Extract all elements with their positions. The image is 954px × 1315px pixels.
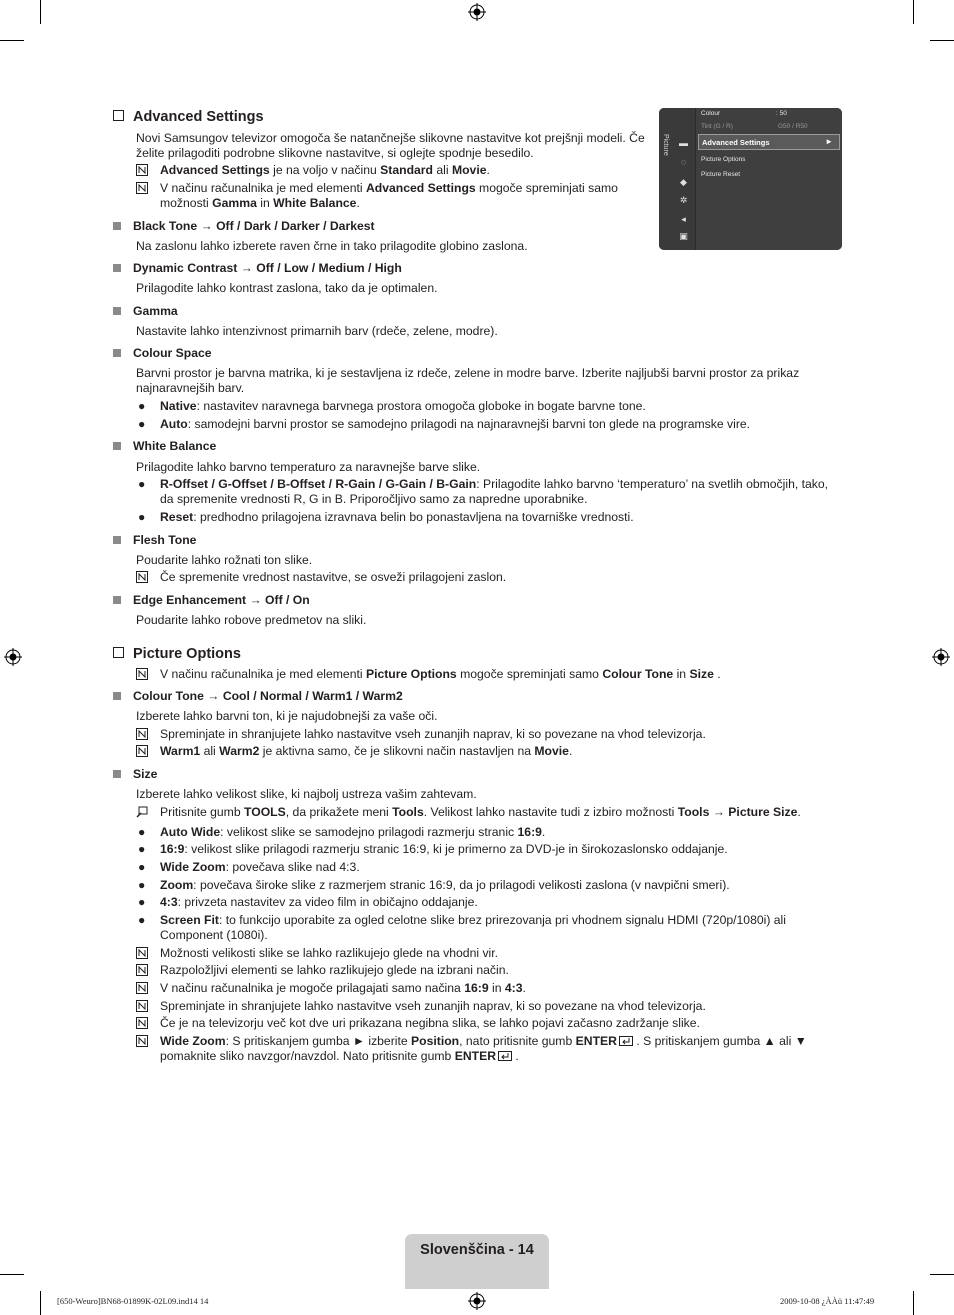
- item-dynamic-contrast-title: Dynamic Contrast → Off / Low / Medium / High: [113, 261, 402, 275]
- crop-mark: [40, 0, 41, 24]
- note-size-image-retention: Če je na televizorju več kot dve uri prikazana negibna slika, se lahko pojavi začasno zadržanje slike.: [136, 1016, 836, 1031]
- note-wide-zoom-position: Wide Zoom: S pritiskanjem gumba ► izberite Position, nato pritisnite gumb ENTER . S pritiskanjem gumba ▲ ali ▼ pomaknite sliko navzgor/navzdol. Nato pritisnite gumb ENTER .: [136, 1034, 816, 1064]
- item-edge-enhancement-title: Edge Enhancement → Off / On: [113, 593, 310, 607]
- menu-item-picture-reset[interactable]: Picture Reset: [701, 171, 741, 178]
- registration-mark-icon: [468, 1292, 486, 1310]
- print-slug-file: [650-Weuro]BN68-01899K-02L09.ind14 14: [57, 1296, 209, 1306]
- item-edge-enhancement-desc: Poudarite lahko robove predmetov na sliki.: [136, 613, 367, 627]
- square-bullet-icon: [113, 536, 121, 544]
- menu-item-advanced-settings[interactable]: Advanced Settings ►: [698, 134, 840, 150]
- note-icon: [136, 745, 148, 757]
- note-size-devices: Spreminjate in shranjujete lahko nastavitve vseh zunanjih naprav, ki so povezane na vhod televizorja.: [136, 999, 836, 1014]
- bullet-screen-fit: ● Screen Fit: to funkcijo uporabite za ogled celotne slike brez prirezovanja pri vhodnem signalu HDMI (720p/1080i) ali Component (1080i).: [138, 913, 786, 942]
- item-flesh-tone-desc: Poudarite lahko rožnati ton slike.: [136, 553, 313, 567]
- item-size-desc: Izberete lahko velikost slike, ki najbolj ustreza vašim zahtevam.: [136, 787, 477, 801]
- note-picture-options-pc: V načinu računalnika je med elementi Picture Options mogoče spreminjati samo Colour Tone in Size .: [136, 667, 836, 682]
- square-bullet-icon: [113, 442, 121, 450]
- crop-mark: [930, 1274, 954, 1275]
- page-number-label: Slovenščina - 14: [420, 1242, 534, 1258]
- item-colour-tone-desc: Izberete lahko barvni ton, ki je najudobnejši za vaše oči.: [136, 709, 438, 723]
- print-slug-timestamp: 2009-10-08 ¿ÀÀü 11:47:49: [780, 1296, 875, 1306]
- tools-icon: [136, 806, 148, 818]
- note-icon: [136, 668, 148, 680]
- note-icon: [136, 1000, 148, 1012]
- note-icon: [136, 728, 148, 740]
- item-size-title: Size: [113, 767, 157, 781]
- item-gamma-title: Gamma: [113, 304, 178, 318]
- input-icon: ◂: [681, 214, 686, 224]
- square-bullet-icon: [113, 692, 121, 700]
- section-heading-picture-options: Picture Options: [113, 646, 241, 662]
- square-bullet-icon: [113, 307, 121, 315]
- section-heading-advanced-settings: Advanced Settings: [113, 109, 264, 125]
- crop-mark: [930, 40, 954, 41]
- picture-icon: ▬: [679, 138, 688, 148]
- crop-mark: [0, 40, 24, 41]
- sound-icon: ◌: [680, 157, 687, 167]
- note-icon: [136, 964, 148, 976]
- advanced-intro: Novi Samsungov televizor omogoča še natančnejše slikovne nastavitve kot prejšnji modeli. Če želite prilagoditi podrobne slikovne nastavitve, si oglejte spodnje besedilo.: [136, 131, 645, 160]
- crop-mark: [913, 1291, 914, 1315]
- note-icon: [136, 982, 148, 994]
- menu-row-tint: Tint (G / R) G50 / R50: [701, 123, 808, 130]
- menu-main: [696, 108, 842, 250]
- item-white-balance-title: White Balance: [113, 439, 216, 453]
- menu-item-picture-options[interactable]: Picture Options: [701, 156, 746, 163]
- square-bullet-icon: [113, 596, 121, 604]
- page-footer-tab: [405, 1234, 549, 1289]
- registration-mark-icon: [4, 648, 22, 666]
- item-flesh-tone-title: Flesh Tone: [113, 533, 196, 547]
- bullet-offset-gain: ● R-Offset / G-Offset / B-Offset / R-Gain / G-Gain / B-Gain: Prilagodite lahko barvno ‘temperaturo’ na svetlih območjih, tako, da spremenite vrednosti R, G in B. Priporočljivo samo za napredne uporabnike.: [138, 477, 829, 506]
- menu-row-colour: Colour : 50: [701, 110, 787, 117]
- bullet-native: ● Native: nastavitev naravnega barvnega prostora omogoča globoke in bogate barvne tone.: [138, 399, 646, 413]
- note-flesh-tone: Če spremenite vrednost nastavitve, se osveži prilagojeni zaslon.: [136, 570, 836, 585]
- note-size-input: Možnosti velikosti slike se lahko razlikujejo glede na vhodni vir.: [136, 946, 836, 961]
- item-gamma-desc: Nastavite lahko intenzivnost primarnih barv (rdeče, zelene, modre).: [136, 324, 498, 338]
- item-black-tone-desc: Na zaslonu lahko izberete raven črne in tako prilagodite globino zaslona.: [136, 239, 528, 253]
- bullet-wide-zoom: ● Wide Zoom: povečava slike nad 4:3.: [138, 860, 360, 874]
- note-colour-tone-devices: Spreminjate in shranjujete lahko nastavitve vseh zunanjih naprav, ki so povezane na vhod televizorja.: [136, 727, 836, 742]
- arrow-right-icon: ►: [825, 137, 833, 146]
- bullet-auto: ● Auto: samodejni barvni prostor se samodejno prilagodi na najnaravnejši barvni ton glede na programske vire.: [138, 417, 751, 431]
- item-black-tone-title: Black Tone → Off / Dark / Darker / Darkest: [113, 219, 375, 233]
- item-white-balance-desc: Prilagodite lahko barvno temperaturo za naravnejše barve slike.: [136, 460, 481, 474]
- item-colour-space-desc: Barvni prostor je barvna matrika, ki je sestavljena iz rdeče, zelene in modre barve. Izberite najljubši barvni prostor za prikaz najnaravnejših barv.: [136, 366, 800, 395]
- note-colour-tone-warm: Warm1 ali Warm2 je aktivna samo, če je slikovni način nastavljen na Movie.: [136, 744, 836, 759]
- menu-sidebar: [659, 108, 695, 250]
- channel-icon: ◆: [680, 177, 687, 187]
- note-tools: Pritisnite gumb TOOLS, da prikažete meni Tools. Velikost lahko nastavite tudi z izbiro možnosti Tools → Picture Size.: [136, 805, 836, 820]
- square-bullet-icon: [113, 770, 121, 778]
- square-bullet-icon: [113, 349, 121, 357]
- item-dynamic-contrast-desc: Prilagodite lahko kontrast zaslona, tako da je optimalen.: [136, 281, 438, 295]
- note-advanced-pc-mode: V načinu računalnika je med elementi Advanced Settings mogoče spreminjati samo možnosti Gamma in White Balance.: [136, 181, 641, 211]
- crop-mark: [40, 1291, 41, 1315]
- note-advanced-availability: Advanced Settings je na voljo v načinu Standard ali Movie.: [136, 163, 836, 178]
- checkbox-icon: [113, 110, 124, 121]
- note-icon: [136, 182, 148, 194]
- setup-gear-icon: ✲: [679, 195, 688, 205]
- bullet-reset: ● Reset: predhodno prilagojena izravnava belin bo ponastavljena na tovarniške vrednosti.: [138, 510, 634, 524]
- square-bullet-icon: [113, 264, 121, 272]
- item-colour-space-title: Colour Space: [113, 346, 212, 360]
- checkbox-icon: [113, 647, 124, 658]
- menu-side-label: Picture: [662, 134, 669, 156]
- note-icon: [136, 571, 148, 583]
- bullet-16-9: ● 16:9: velikost slike prilagodi razmerju stranic 16:9, ki je primerno za DVD-je in širokozaslonsko oddajanje.: [138, 842, 728, 856]
- enter-icon: [619, 1036, 633, 1046]
- enter-icon: [498, 1051, 512, 1061]
- bullet-auto-wide: ● Auto Wide: velikost slike se samodejno prilagodi razmerju stranic 16:9.: [138, 825, 546, 839]
- note-icon: [136, 1017, 148, 1029]
- note-icon: [136, 947, 148, 959]
- item-colour-tone-title: Colour Tone → Cool / Normal / Warm1 / Warm2: [113, 689, 403, 703]
- tv-menu-screenshot: [659, 108, 842, 250]
- registration-mark-icon: [468, 3, 486, 21]
- support-icon: ▣: [679, 231, 688, 241]
- square-bullet-icon: [113, 222, 121, 230]
- bullet-4-3: ● 4:3: privzeta nastavitev za video film in običajno oddajanje.: [138, 895, 478, 909]
- crop-mark: [913, 0, 914, 24]
- note-icon: [136, 1035, 148, 1047]
- registration-mark-icon: [932, 648, 950, 666]
- bullet-zoom: ● Zoom: povečava široke slike z razmerjem stranic 16:9, da jo prilagodi velikosti zaslona (v navpični smeri).: [138, 878, 730, 892]
- crop-mark: [0, 1274, 24, 1275]
- note-size-pc: V načinu računalnika je mogoče prilagajati samo načina 16:9 in 4:3.: [136, 981, 836, 996]
- note-size-mode: Razpoložljivi elementi se lahko razlikujejo glede na izbrani način.: [136, 963, 836, 978]
- note-icon: [136, 164, 148, 176]
